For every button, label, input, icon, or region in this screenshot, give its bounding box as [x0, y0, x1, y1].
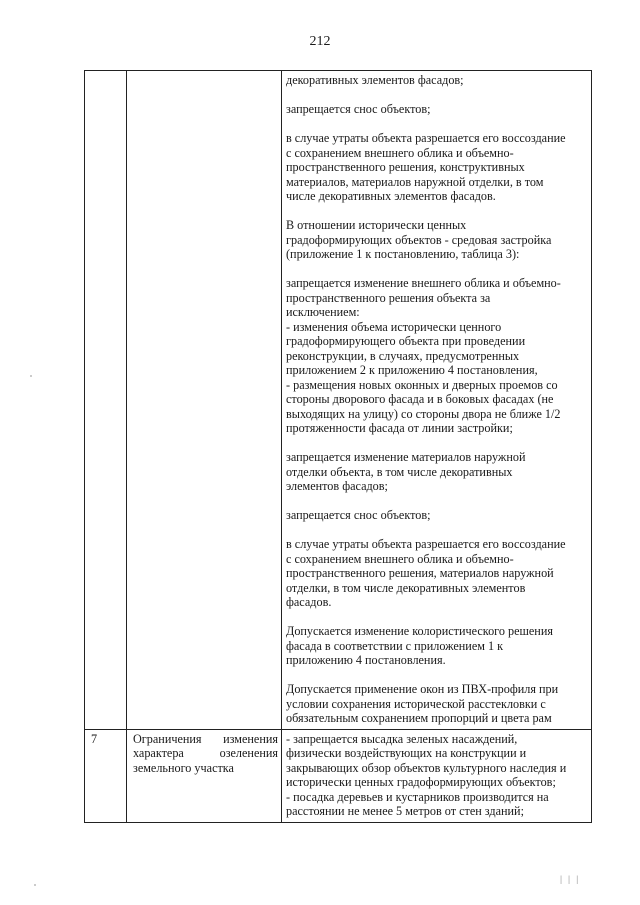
- row-number-cell: [85, 729, 127, 822]
- paragraph: [286, 537, 588, 610]
- text-line: запрещается изменение материалов наружной: [286, 450, 526, 464]
- text-line: элементов фасадов;: [286, 479, 388, 493]
- text-line: материалов, материалов наружной отделки, в том: [286, 174, 544, 189]
- text-line: - посадка деревьев и кустарников производится на: [286, 789, 549, 804]
- label-word: характера: [133, 746, 184, 760]
- page-number: 212: [309, 34, 331, 49]
- paragraph: [286, 682, 588, 726]
- continued-text: [282, 71, 591, 729]
- text-line: физически воздействующих на конструкции и: [286, 746, 527, 760]
- row-label: [127, 730, 281, 776]
- text-line: пространственного решения, конструктивных: [286, 160, 525, 174]
- text-line: приложению 4 постановления.: [286, 653, 446, 667]
- text-line: запрещается снос объектов;: [286, 508, 431, 522]
- label-word: озеленения: [219, 746, 278, 760]
- table-row: [85, 71, 592, 730]
- text-line: Допускается изменение колористического решения: [286, 624, 553, 638]
- text-line: расстоянии не менее 5 метров от стен зданий;: [286, 804, 524, 818]
- row-content-cell: [282, 729, 592, 822]
- text-line: запрещается снос объектов;: [286, 102, 431, 116]
- requirements-table: [84, 70, 592, 823]
- text-line: исторически ценных градоформирующих объектов;: [286, 775, 556, 789]
- text-line: закрывающих обзор объектов культурного наследия и: [286, 760, 567, 775]
- text-line: в случае утраты объекта разрешается его воссоздание: [286, 131, 566, 145]
- paragraph: [286, 73, 588, 88]
- text-line: с сохранением внешнего облика и объемно-: [286, 145, 514, 160]
- paragraph: [286, 276, 588, 436]
- paragraph: [286, 450, 588, 494]
- label-word: изменения: [223, 731, 278, 746]
- text-line: - размещения новых оконных и дверных проемов со: [286, 377, 558, 392]
- text-line: (приложение 1 к постановлению, таблица 3):: [286, 247, 520, 261]
- table-row: [85, 729, 592, 822]
- text-line: Допускается применение окон из ПВХ-профиля при: [286, 682, 559, 696]
- text-line: - изменения объема исторически ценного: [286, 319, 502, 334]
- text-line: условии сохранения исторической расстекловки с: [286, 696, 546, 711]
- text-line: отделки объекта, в том числе декоративных: [286, 464, 513, 479]
- text-line: - запрещается высадка зеленых насаждений,: [286, 731, 518, 746]
- text-line: декоративных элементов фасадов;: [286, 73, 464, 87]
- paragraph: [286, 131, 588, 204]
- row-label-cell: [127, 71, 282, 730]
- row-label-cell: [127, 729, 282, 822]
- text-line: градоформирующих объектов - средовая застройка: [286, 232, 552, 247]
- paragraph: [286, 218, 588, 262]
- text-line: приложением 2 к приложению 4 постановления,: [286, 363, 538, 377]
- text-line: исключением:: [286, 305, 360, 319]
- text-line: фасадов.: [286, 595, 332, 609]
- text-line: пространственного решения объекта за: [286, 290, 491, 305]
- label-word: Ограничения: [133, 731, 202, 746]
- footer-mark: | | |: [560, 874, 580, 884]
- text-line: отделки, в том числе декоративных элементов: [286, 580, 526, 595]
- row-number-cell: [85, 71, 127, 730]
- text-line: выходящих на улицу) со стороны двора не ближе 1/2: [286, 406, 561, 421]
- scan-speck: [34, 884, 36, 886]
- text-line: запрещается изменение внешнего облика и объемно-: [286, 276, 561, 290]
- text-line: фасада в соответствии с приложением 1 к: [286, 638, 504, 653]
- label-line: [133, 746, 278, 761]
- row-number: 7: [91, 731, 98, 746]
- row-content-cell: [282, 71, 592, 730]
- paragraph: [286, 508, 588, 523]
- text-line: градоформирующего объекта при проведении: [286, 334, 526, 348]
- text-line: пространственного решения, материалов наружной: [286, 566, 554, 580]
- label-word: земельного участка: [133, 760, 234, 775]
- paragraph: [286, 624, 588, 668]
- text-line: протяженности фасада от линии застройки;: [286, 421, 513, 435]
- text-line: В отношении исторически ценных: [286, 218, 467, 232]
- text-line: обязательным сохранением пропорций и цвета рам: [286, 711, 552, 725]
- scan-speck: [30, 375, 32, 377]
- label-line: [133, 761, 278, 776]
- label-line: [133, 732, 278, 747]
- text-line: с сохранением внешнего облика и объемно-: [286, 551, 514, 566]
- paragraph: [286, 102, 588, 117]
- text-line: реконструкции, в случаях, предусмотренных: [286, 348, 520, 363]
- text-line: числе декоративных элементов фасадов.: [286, 189, 496, 203]
- text-line: в случае утраты объекта разрешается его воссоздание: [286, 537, 566, 551]
- text-line: стороны дворового фасада и в боковых фасадах (не: [286, 392, 554, 406]
- row-content-text: [282, 730, 591, 822]
